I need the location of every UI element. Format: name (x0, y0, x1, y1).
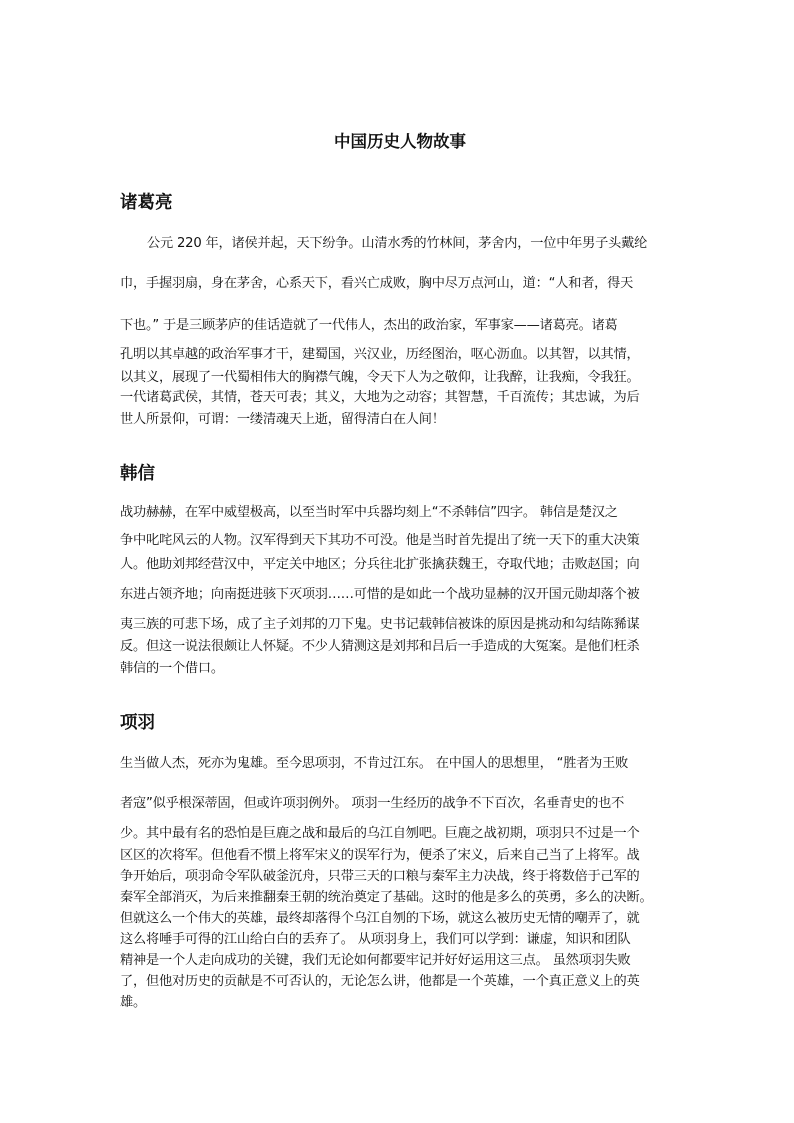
paragraph-line: 人。他助刘邦经营汉中，平定关中地区；分兵往北扩张擒获魏王，夺取代地；击败赵国；向 (120, 557, 640, 572)
paragraph-line: 公元 220 年，诸侯并起，天下纷争。山清水秀的竹林间，茅舍内，一位中年男子头戴纶 (147, 236, 648, 251)
section-heading-zhuge-liang: 诸葛亮 (120, 193, 173, 213)
section-heading-han-xin: 韩信 (120, 464, 155, 484)
paragraph-line: 反。但这一说法很颇让人怀疑。不少人猜测这是刘邦和吕后一手造成的大冤案。是他们枉杀 (120, 639, 640, 654)
paragraph-line: 少。其中最有名的恐怕是巨鹿之战和最后的乌江自刎吧。巨鹿之战初期，项羽只不过是一个 (120, 826, 640, 841)
paragraph-line: 以其义，展现了一代蜀相伟大的胸襟气魄，令天下人为之敬仰，让我醉，让我痴，令我狂。 (120, 370, 640, 385)
paragraph-line: 雄。 (120, 995, 146, 1010)
section-heading-xiang-yu: 项羽 (120, 713, 155, 733)
paragraph-line: 者寇”似乎根深蒂固，但或许项羽例外。 项羽一生经历的战争不下百次，名垂青史的也不 (120, 796, 625, 811)
paragraph-line: 战功赫赫，在军中威望极高，以至当时军中兵器均刻上“不杀韩信”四字。 韩信是楚汉之 (120, 505, 618, 520)
paragraph-line: 精神是一个人走向成功的关键，我们无论如何都要牢记并好好运用这三点。 虽然项羽失败 (120, 953, 631, 968)
paragraph-line: 争中叱咤风云的人物。汉军得到天下其功不可没。他是当时首先提出了统一天下的重大决策 (120, 533, 640, 548)
paragraph-line: 了，但他对历史的贡献是不可否认的，无论怎么讲，他都是一个英雄，一个真正意义上的英 (120, 974, 640, 989)
paragraph-line: 一代诸葛武侯，其情，苍天可表；其义，大地为之动容；其智慧，千百流传；其忠诚，为后 (120, 390, 640, 405)
paragraph-line: 韩信的一个借口。 (120, 661, 224, 676)
paragraph-line: 生当做人杰，死亦为鬼雄。至今思项羽，不肯过江东。 在中国人的思想里， “胜者为王败 (120, 756, 629, 771)
paragraph-line: 这么将唾手可得的江山给白白的丢弃了。 从项羽身上，我们可以学到：谦虚，知识和团队 (120, 932, 631, 947)
paragraph-line: 世人所景仰，可谓：一缕清魂天上逝，留得清白在人间！ (120, 412, 445, 427)
paragraph-line: 东进占领齐地；向南挺进骇下灭项羽……可惜的是如此一个战功显赫的汉开国元勋却落个被 (120, 587, 640, 602)
paragraph-line: 但就这么一个伟大的英雄，最终却落得个乌江自刎的下场，就这么被历史无情的嘲弄了，就 (120, 911, 640, 926)
paragraph-line: 下也。” 于是三顾茅庐的佳话造就了一代伟人，杰出的政治家，军事家——诸葛亮。诸葛 (120, 318, 618, 333)
document-title: 中国历史人物故事 (334, 132, 466, 151)
paragraph-line: 巾，手握羽扇，身在茅舍，心系天下，看兴亡成败，胸中尽万点河山，道：“人和者，得天 (120, 276, 634, 291)
paragraph-line: 争开始后，项羽命令军队破釜沉舟，只带三天的口粮与秦军主力决战，终于将数倍于己军的 (120, 869, 640, 884)
paragraph-line: 秦军全部消灭，为后来推翻秦王朝的统治奠定了基础。这时的他是多么的英勇，多么的决断。 (120, 890, 653, 905)
paragraph-line: 区区的次将军。但他看不惯上将军宋义的误军行为，便杀了宋义，后来自己当了上将军。战 (120, 848, 640, 863)
paragraph-line: 孔明以其卓越的政治军事才干，建蜀国，兴汉业，历经图治，呕心沥血。以其智，以其情， (120, 347, 640, 362)
paragraph-line: 夷三族的可悲下场，成了主子刘邦的刀下鬼。史书记载韩信被诛的原因是挑动和勾结陈豨谋 (120, 617, 640, 632)
